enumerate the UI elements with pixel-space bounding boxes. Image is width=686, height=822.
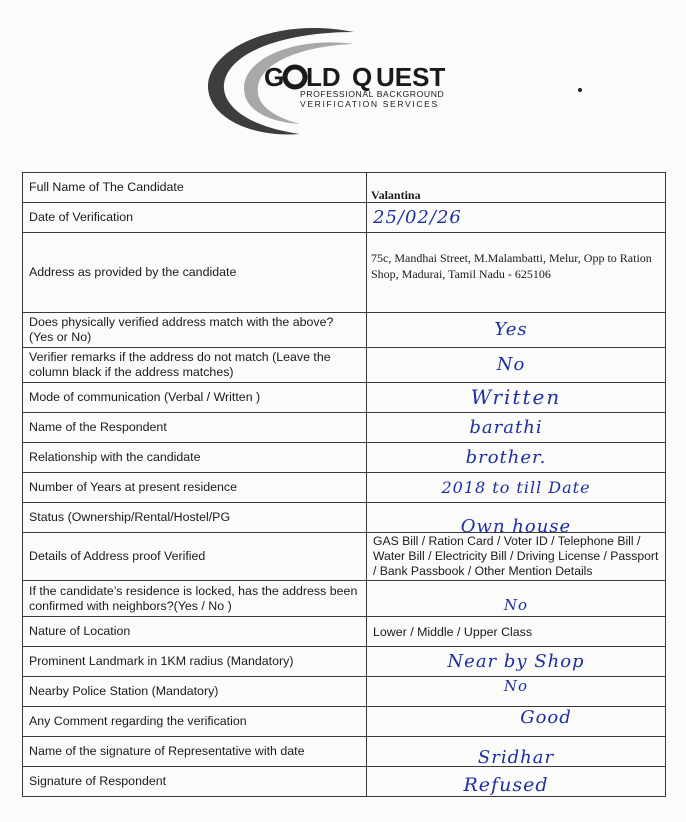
date-handwriting: 25/02/26	[373, 206, 462, 228]
row-date	[23, 203, 666, 233]
value-representative	[367, 737, 666, 767]
value-respondent-signature	[367, 767, 666, 797]
label-respondent-signature: Signature of Respondent	[23, 767, 367, 797]
address-match-handwriting: Yes	[494, 319, 528, 340]
label-comment: Any Comment regarding the verification	[23, 707, 367, 737]
row-address-proof	[23, 533, 666, 581]
representative-signature: Sridhar	[477, 746, 555, 767]
label-police-station: Nearby Police Station (Mandatory)	[23, 677, 367, 707]
value-relationship	[367, 443, 666, 473]
verification-form-table	[22, 172, 666, 797]
value-full-name	[367, 173, 666, 203]
label-address-match: Does physically verified address match with the above? (Yes or No)	[23, 313, 367, 348]
row-address-match	[23, 313, 666, 348]
full-name-text: Valantina	[371, 187, 421, 202]
logo-letter-q: Q	[352, 62, 373, 92]
value-police-station	[367, 677, 666, 707]
value-address-proof: GAS Bill / Ration Card / Voter ID / Telephone Bill / Water Bill / Electricity Bill / Driving License / Passport / Bank Passbook / Other Mention Details	[367, 533, 666, 581]
label-address: Address as provided by the candidate	[23, 233, 367, 313]
row-address	[23, 233, 666, 313]
label-date: Date of Verification	[23, 203, 367, 233]
value-status	[367, 503, 666, 533]
mode-handwriting: Written	[470, 384, 562, 409]
comment-handwriting: Good	[520, 706, 572, 728]
row-residence-locked	[23, 581, 666, 617]
label-verifier-remarks: Verifier remarks if the address do not match (Leave the column black if the address matches)	[23, 348, 367, 383]
value-respondent	[367, 413, 666, 443]
label-full-name: Full Name of The Candidate	[23, 173, 367, 203]
row-verifier-remarks	[23, 348, 666, 383]
police-station-handwriting: No	[503, 676, 529, 695]
goldquest-logo	[204, 22, 494, 140]
respondent-handwriting: barathi	[469, 416, 543, 438]
years-handwriting: 2018 to till Date	[441, 477, 591, 497]
label-address-proof: Details of Address proof Verified	[23, 533, 367, 581]
row-respondent	[23, 413, 666, 443]
value-address	[367, 233, 666, 313]
label-residence-locked: If the candidate’s residence is locked, has the address been confirmed with neighbors?(Yes / No )	[23, 581, 367, 617]
label-representative: Name of the signature of Representative with date	[23, 737, 367, 767]
row-landmark	[23, 647, 666, 677]
logo-tagline-1: PROFESSIONAL BACKGROUND	[300, 89, 445, 99]
value-address-match	[367, 313, 666, 348]
row-full-name	[23, 173, 666, 203]
value-verifier-remarks	[367, 348, 666, 383]
row-nature-location	[23, 617, 666, 647]
label-nature-location: Nature of Location	[23, 617, 367, 647]
value-comment	[367, 707, 666, 737]
row-representative	[23, 737, 666, 767]
logo-o-ring	[285, 67, 305, 87]
stray-dot	[578, 88, 582, 92]
value-date	[367, 203, 666, 233]
label-relationship: Relationship with the candidate	[23, 443, 367, 473]
row-police-station	[23, 677, 666, 707]
residence-locked-handwriting: No	[503, 595, 529, 614]
label-landmark: Prominent Landmark in 1KM radius (Mandatory)	[23, 647, 367, 677]
logo-letters-ld: LD	[306, 62, 341, 92]
label-respondent: Name of the Respondent	[23, 413, 367, 443]
verifier-remarks-handwriting: No	[496, 354, 526, 375]
value-nature-location: Lower / Middle / Upper Class	[367, 617, 666, 647]
status-handwriting: Own house	[460, 515, 572, 533]
logo-letters-uest: UEST	[376, 62, 446, 92]
relationship-handwriting: brother.	[465, 446, 547, 468]
respondent-signature: Refused	[463, 774, 549, 796]
row-respondent-signature	[23, 767, 666, 797]
logo-letter-g: G	[264, 62, 285, 92]
label-mode: Mode of communication (Verbal / Written )	[23, 383, 367, 413]
row-years	[23, 473, 666, 503]
logo-tagline-2: VERIFICATION SERVICES	[300, 99, 439, 109]
row-relationship	[23, 443, 666, 473]
value-residence-locked	[367, 581, 666, 617]
label-status: Status (Ownership/Rental/Hostel/PG	[23, 503, 367, 533]
row-mode	[23, 383, 666, 413]
address-text: 75c, Mandhai Street, M.Malambatti, Melur, Opp to Ration Shop, Madurai, Tamil Nadu - 625106	[371, 251, 652, 281]
value-landmark	[367, 647, 666, 677]
landmark-handwriting: Near by Shop	[447, 650, 585, 672]
row-comment	[23, 707, 666, 737]
row-status	[23, 503, 666, 533]
value-years	[367, 473, 666, 503]
value-mode	[367, 383, 666, 413]
label-years: Number of Years at present residence	[23, 473, 367, 503]
